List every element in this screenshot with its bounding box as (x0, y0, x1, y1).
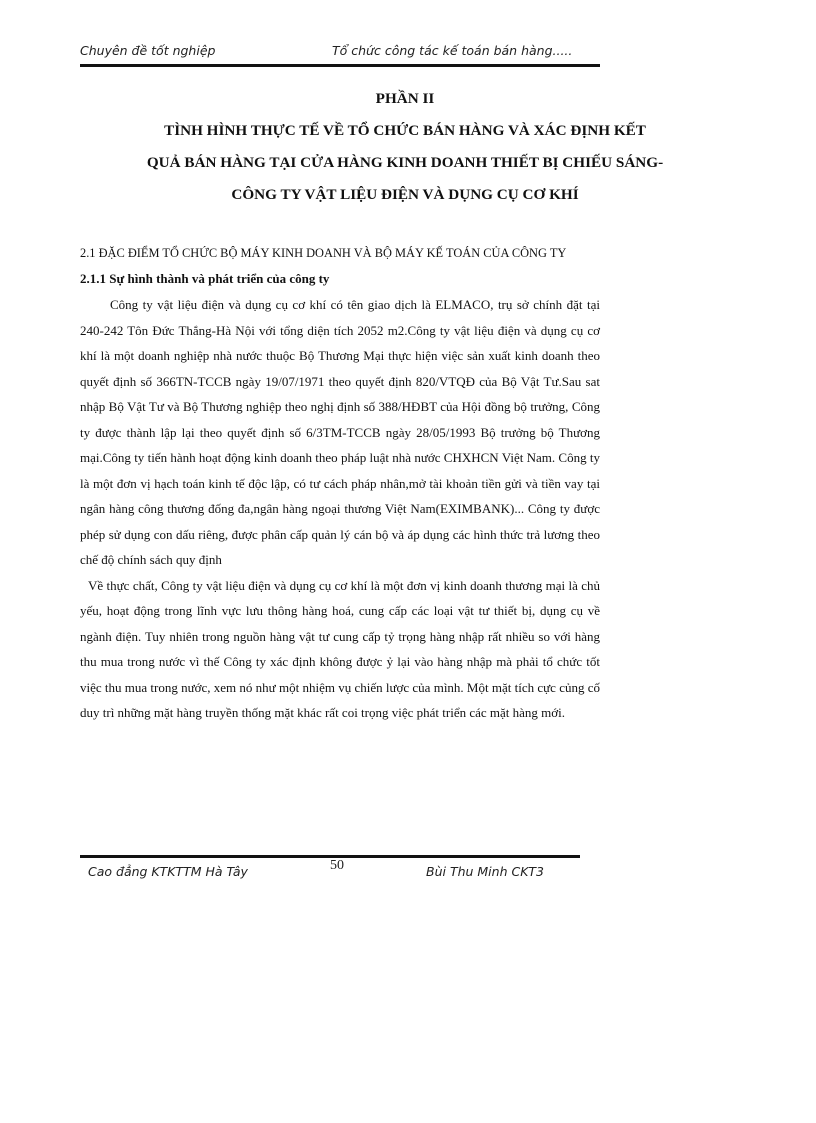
paragraph-2: Về thực chất, Công ty vật liệu điện và dụng cụ cơ khí là một đơn vị kinh doanh thương mại là chủ yếu, hoạt động trong lĩnh vực lưu thông hàng hoá, cung cấp các loại vật tư thiết bị, dụng cụ về ngành điện. Tuy nhiên trong nguồn hàng vật tư cung cấp tỷ trọng hàng nhập rất nhiều so với hàng thu mua trong nước vì thế Công ty xác định không được ỷ lại vào hàng nhập mà phải tổ chức tốt việc thu mua trong nước, xem nó như một nhiệm vụ chiến lược của mình. Một mặt tích cực củng cố duy trì những mặt hàng truyền thống mặt khác rất coi trọng việc phát triển các mặt hàng mới. (80, 577, 600, 720)
footer-left-text: Cao đẳng KTKTTM Hà Tây (88, 864, 248, 879)
header-left-text: Chuyên đề tốt nghiệp (80, 43, 216, 58)
header-right-text: Tổ chức công tác kế toán bán hàng..... (332, 43, 573, 58)
chapter-title (60, 84, 750, 211)
page-number: 50 (330, 858, 344, 873)
section-heading: 2.1 ĐẶC ĐIỂM TỔ CHỨC BỘ MÁY KINH DOANH VÀ BỘ MÁY KẾ TOÁN CỦA CÔNG TY (80, 246, 567, 260)
body-content (80, 240, 600, 726)
page-header (80, 43, 600, 63)
paragraph-1: Công ty vật liệu điện và dụng cụ cơ khí có tên giao dịch là ELMACO, trụ sở chính đặt tại 240-242 Tôn Đức Thắng-Hà Nội với tổng diện tích 2052 m2.Công ty vật liệu điện và dụng cụ cơ khí là một doanh nghiệp nhà nước thuộc Bộ Thương Mại thực hiện việc sản xuất kinh doanh theo quyết định số 366TN-TCCB ngày 19/07/1971 theo quyết định 820/VTQĐ của Bộ Vật Tư.Sau sat nhập Bộ Vật Tư và Bộ Thương nghiệp theo nghị định số 388/HĐBT của Hội đồng bộ trưởng, Công ty được thành lập lại theo quyết định số 6/3TM-TCCB ngày 28/05/1993 Bộ trưởng bộ Thương mại.Công ty tiến hành hoạt động kinh doanh theo pháp luật nhà nước CHXHCN Việt Nam. Công ty là một đơn vị hạch toán kinh tế độc lập, có tư cách pháp nhân,mở tài khoản tiền gửi và tiền vay tại ngân hàng công thương đống đa,ngân hàng ngoại thương Việt Nam(EXIMBANK)... Công ty được phép sử dụng con dấu riêng, được phân cấp quản lý cán bộ và áp dụng các hình thức trả lương theo chế độ chính sách quy định (80, 297, 600, 567)
page-footer (80, 860, 580, 880)
part-label: PHẦN II (375, 90, 435, 107)
subsection-heading: 2.1.1 Sự hình thành và phát triển của công ty (80, 271, 330, 286)
title-line-1: TÌNH HÌNH THỰC TẾ VỀ TỔ CHỨC BÁN HÀNG VÀ XÁC ĐỊNH KẾT (164, 122, 646, 139)
header-rule (80, 64, 600, 67)
title-line-3: CÔNG TY VẬT LIỆU ĐIỆN VÀ DỤNG CỤ CƠ KHÍ (231, 186, 579, 203)
footer-right-text: Bùi Thu Minh CKT3 (426, 864, 544, 879)
title-line-2: QUẢ BÁN HÀNG TẠI CỬA HÀNG KINH DOANH THIẾT BỊ CHIẾU SÁNG- (146, 154, 664, 171)
